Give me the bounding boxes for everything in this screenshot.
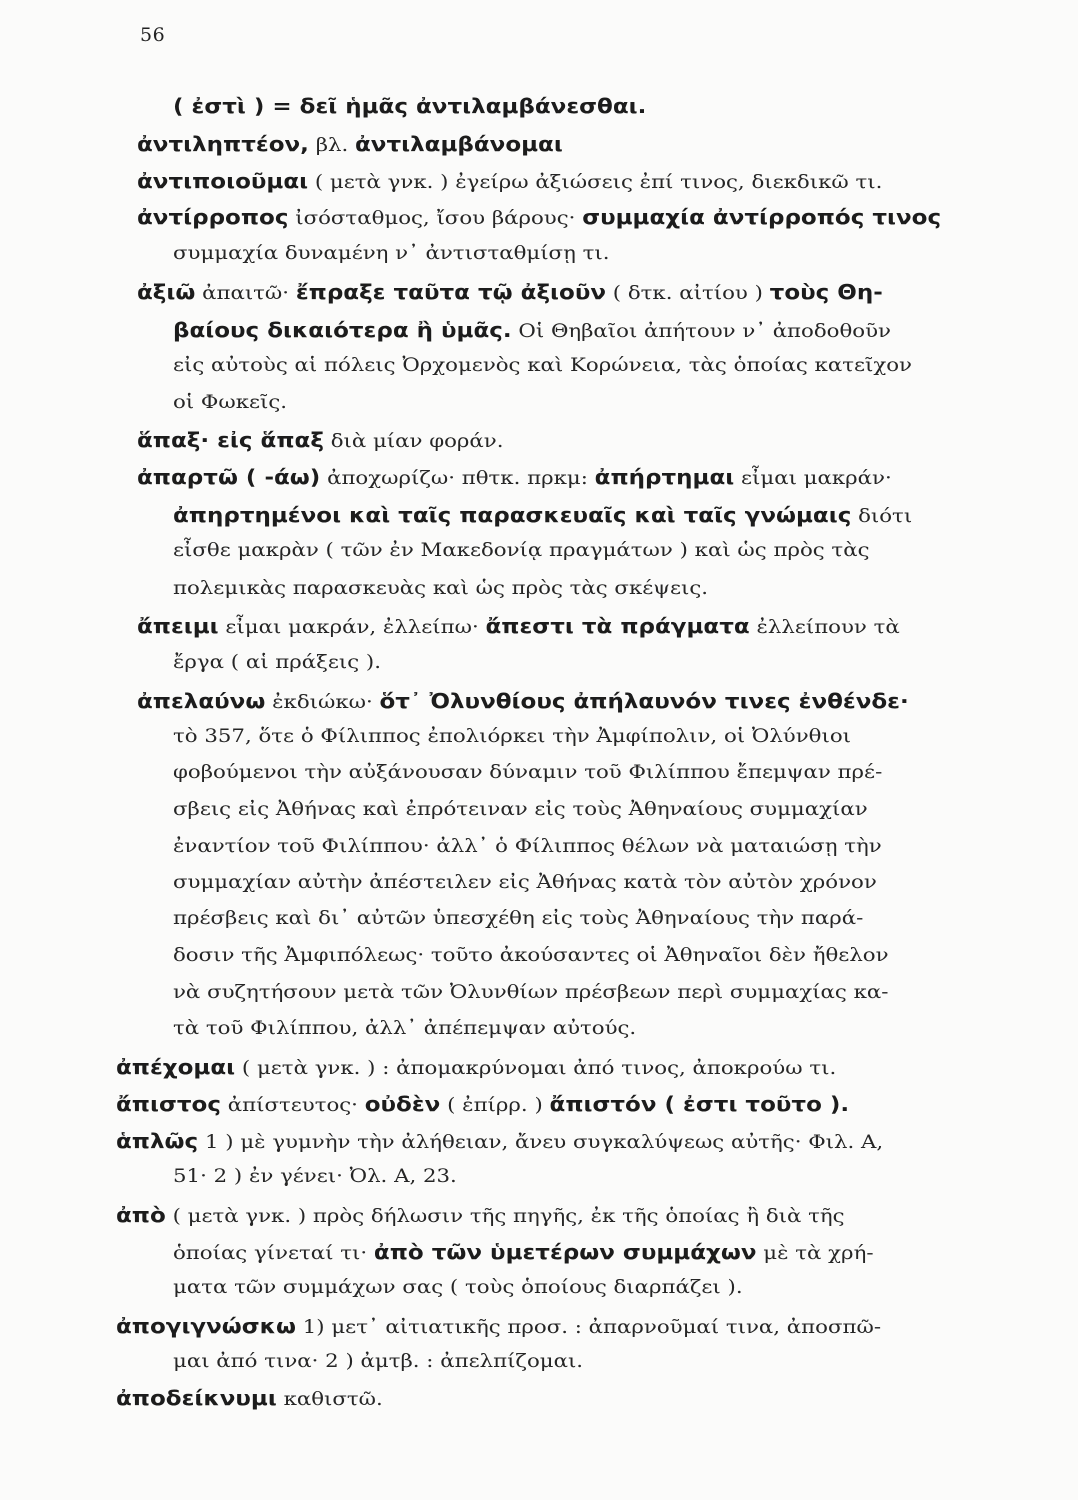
text-line — [137, 171, 882, 193]
text-line — [116, 1131, 883, 1153]
definition-text: νὰ συζητήσουν μετὰ τῶν Ὀλυνθίων πρέσβεων περὶ συμμαχίας κα- — [173, 982, 889, 1003]
text-line — [173, 394, 287, 413]
definition-text: καθιστῶ. — [276, 1389, 383, 1410]
text-line — [137, 282, 883, 304]
definition-text: τὰ τοῦ Φιλίππου, ἀλλ᾽ ἀπέπεμψαν αὐτούς. — [173, 1018, 637, 1039]
text-line — [173, 764, 882, 783]
headword-text: ἀποδείκνυμι — [116, 1386, 277, 1410]
definition-text: τὸ 357, ὅτε ὁ Φίλιππος ἐπολιόρκει τὴν Ἀμφίπολιν, οἱ Ὀλύνθιοι — [173, 726, 851, 747]
definition-text: ἐκδιώκω· — [265, 692, 380, 713]
definition-text: σβεις εἰς Ἀθήνας καὶ ἐπρότειναν εἰς τοὺς Ἀθηναίους συμμαχίαν — [173, 799, 868, 820]
definition-text: βλ. — [308, 135, 355, 156]
text-line — [173, 542, 869, 561]
definition-text: ἔργα ( αἱ πράξεις ). — [173, 652, 381, 673]
headword-text: ἀπὸ τῶν ὑμετέρων συμμάχων — [373, 1240, 757, 1264]
text-line — [116, 1388, 383, 1410]
definition-text: 51· 2 ) ἐν γένει· Ὀλ. Α, 23. — [173, 1166, 457, 1187]
definition-text: μαι ἀπό τινα· 2 ) ἀμτβ. : ἀπελπίζομαι. — [173, 1351, 584, 1372]
headword-text: ἀπηρτημένοι καὶ ταῖς παρασκευαῖς καὶ ταῖς γνώμαις — [173, 503, 852, 527]
text-line — [173, 910, 863, 929]
definition-text: ( ἐπίρρ. ) — [440, 1095, 550, 1116]
text-line — [116, 1094, 849, 1116]
headword-text: ( ἐστὶ ) = δεῖ ἡμᾶς ἀντιλαμβάνεσθαι. — [173, 94, 647, 118]
definition-text: ἐλλείπουν τὰ — [749, 617, 900, 638]
definition-text: ( μετὰ γνκ. ) πρὸς δήλωσιν τῆς πηγῆς, ἐκ τῆς ὁποίας ἢ διὰ τῆς — [165, 1206, 845, 1227]
text-line — [173, 505, 912, 527]
definition-text: μὲ τὰ χρή- — [756, 1243, 874, 1264]
headword-text: οὐδὲν — [364, 1092, 441, 1116]
definition-text: ἰσόσταθμος, ἴσου βάρους· — [288, 208, 583, 229]
definition-text: συμμαχία δυναμένη ν᾽ ἀντισταθμίσῃ τι. — [173, 243, 610, 264]
headword-text: ἁπλῶς — [116, 1129, 199, 1153]
definition-text: πολεμικὰς παρασκευὰς καὶ ὡς πρὸς τὰς σκέψεις. — [173, 578, 709, 599]
text-line — [173, 1168, 457, 1187]
definition-text: ματα τῶν συμμάχων σας ( τοὺς ὁποίους διαρπάζει ). — [173, 1277, 743, 1298]
definition-text: 1 ) μὲ γυμνὴν τὴν ἀλήθειαν, ἄνευ συγκαλύψεως αὐτῆς· Φιλ. Α, — [198, 1132, 884, 1153]
definition-text: ἐναντίον τοῦ Φιλίππου· ἀλλ᾽ ὁ Φίλιππος θέλων νὰ ματαιώσῃ τὴν — [173, 836, 882, 857]
headword-text: ἀπὸ — [116, 1203, 166, 1227]
definition-text: εἶμαι μακράν, ἐλλείπω· — [218, 617, 486, 638]
text-line — [137, 134, 563, 156]
definition-text: Οἱ Θηβαῖοι ἀπήτουν ν᾽ ἀποδοθοῦν — [511, 321, 891, 342]
text-line — [137, 207, 941, 229]
text-line — [173, 96, 646, 118]
text-line — [173, 654, 381, 673]
headword-text: ἀπελαύνω — [137, 689, 266, 713]
text-line — [173, 1353, 583, 1372]
text-line — [137, 467, 892, 489]
headword-text: ἄπιστος — [116, 1092, 221, 1116]
definition-text: ἀπίστευτος· — [220, 1095, 365, 1116]
definition-text: ἀπαιτῶ· — [195, 283, 296, 304]
text-line — [116, 1316, 881, 1338]
text-line — [173, 357, 912, 376]
headword-text: ἀπέχομαι — [116, 1055, 236, 1079]
text-line — [173, 947, 889, 966]
definition-text: ( δτκ. αἰτίου ) — [606, 283, 770, 304]
headword-text: ἀξιῶ — [137, 280, 196, 304]
headword-text: ἄπεστι τὰ πράγματα — [485, 614, 750, 638]
text-line — [137, 691, 909, 713]
definition-text: διότι — [851, 506, 913, 527]
definition-text: συμμαχίαν αὐτὴν ἀπέστειλεν εἰς Ἀθήνας κατὰ τὸν αὐτὸν χρόνον — [173, 872, 877, 893]
text-line — [173, 838, 882, 857]
definition-text: 1) μετ᾽ αἰτιατικῆς προσ. : ἀπαρνοῦμαί τινα, ἀποσπῶ- — [295, 1317, 882, 1338]
headword-text: ἀπαρτῶ ( -άω) — [137, 465, 321, 489]
definition-text: φοβούμενοι τὴν αὐξάνουσαν δύναμιν τοῦ Φιλίππου ἔπεμψαν πρέ- — [173, 762, 883, 783]
definition-text: εἶσθε μακρὰν ( τῶν ἐν Μακεδονίᾳ πραγμάτων ) καὶ ὡς πρὸς τὰς — [173, 540, 870, 561]
text-line — [173, 1279, 743, 1298]
text-line — [173, 1242, 874, 1264]
text-line — [173, 801, 868, 820]
definition-text: ἀποχωρίζω· πθτκ. πρκμ: — [320, 468, 595, 489]
headword-text: ἔπραξε ταῦτα τῷ ἀξιοῦν — [295, 280, 607, 304]
headword-text: συμμαχία ἀντίρροπός τινος — [582, 205, 942, 229]
headword-text: βαίους δικαιότερα ἢ ὑμᾶς. — [173, 318, 512, 342]
text-line — [173, 728, 851, 747]
text-line — [173, 580, 708, 599]
headword-text: ὅτ᾽ Ὀλυνθίους ἀπήλαυνόν τινες ἐνθένδε· — [379, 689, 909, 713]
text-line — [173, 320, 891, 342]
headword-text: ἀπήρτημαι — [594, 465, 735, 489]
text-line — [116, 1205, 845, 1227]
headword-text: ἀντίρροπος — [137, 205, 289, 229]
text-line — [116, 1057, 836, 1079]
headword-text: ἀντιληπτέον, — [137, 132, 309, 156]
definition-text: εἰς αὐτοὺς αἱ πόλεις Ὀρχομενὸς καὶ Κορώνεια, τὰς ὁποίας κατεῖχον — [173, 355, 913, 376]
headword-text: τοὺς Θη- — [769, 280, 883, 304]
definition-text: ὁποίας γίνεταί τι· — [173, 1243, 374, 1264]
definition-text: δοσιν τῆς Ἀμφιπόλεως· τοῦτο ἀκούσαντες οἱ Ἀθηναῖοι δὲν ἤθελον — [173, 945, 889, 966]
definition-text: εἶμαι μακράν· — [734, 468, 892, 489]
text-line — [173, 245, 609, 264]
text-line — [137, 430, 503, 452]
text-line — [173, 1020, 636, 1039]
headword-text: ἄπειμι — [137, 614, 219, 638]
headword-text: ἄπιστόν ( ἐστι τοῦτο ). — [549, 1092, 850, 1116]
definition-text: διὰ μίαν φοράν. — [323, 431, 504, 452]
definition-text: οἱ Φωκεῖς. — [173, 392, 288, 413]
headword-text: ἅπαξ· εἰς ἅπαξ — [137, 428, 324, 452]
definition-text: ( μετὰ γνκ. ) ἐγείρω ἀξιώσεις ἐπί τινος, διεκδικῶ τι. — [308, 172, 883, 193]
definition-text: πρέσβεις καὶ δι᾽ αὐτῶν ὑπεσχέθη εἰς τοὺς Ἀθηναίους τὴν παρά- — [173, 908, 864, 929]
text-line — [173, 874, 877, 893]
text-line — [173, 984, 888, 1003]
headword-text: ἀπογιγνώσκω — [116, 1314, 296, 1338]
headword-text: ἀντιλαμβάνομαι — [354, 132, 563, 156]
text-line — [137, 616, 900, 638]
page-number: 56 — [140, 24, 166, 46]
headword-text: ἀντιποιοῦμαι — [137, 169, 309, 193]
definition-text: ( μετὰ γνκ. ) : ἀπομακρύνομαι ἀπό τινος, ἀποκρούω τι. — [235, 1058, 837, 1079]
